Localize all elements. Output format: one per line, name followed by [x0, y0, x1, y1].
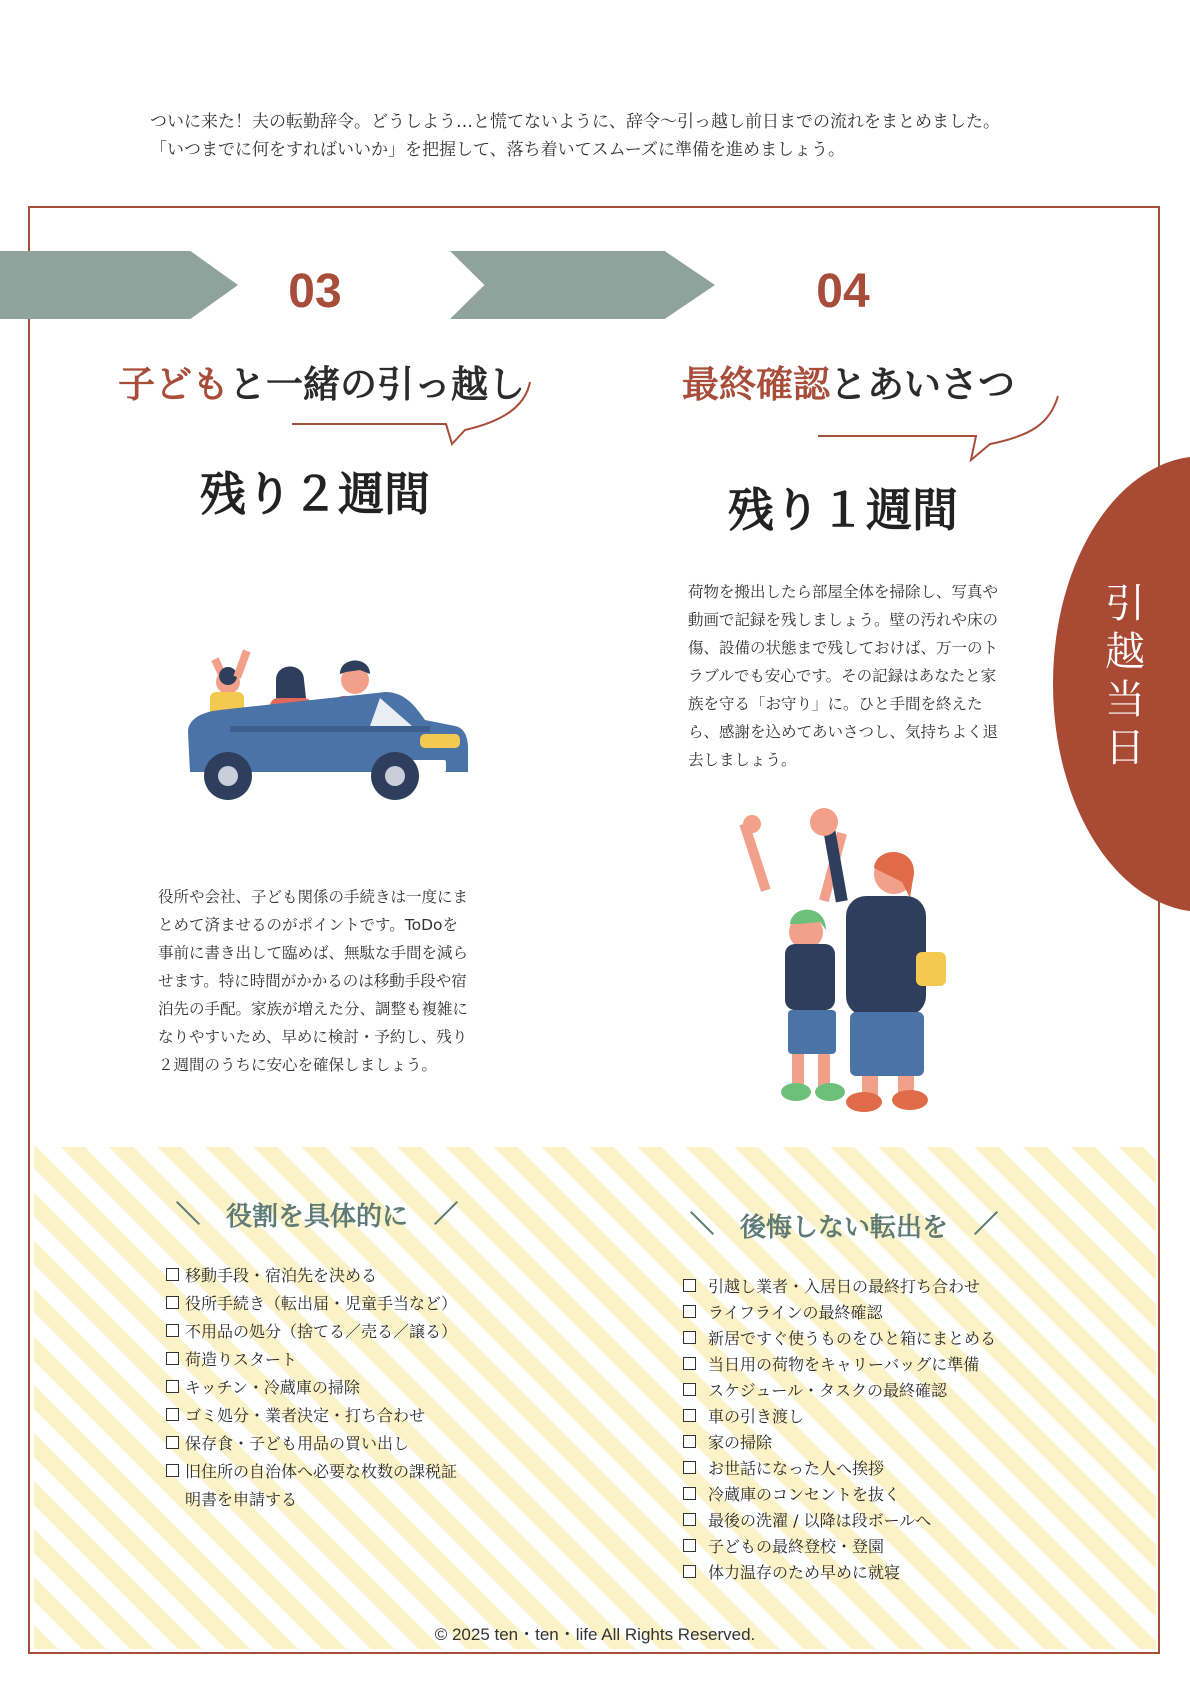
checklist-item[interactable]: [683, 1508, 1023, 1534]
checklist-item-label: 荷造りスタート: [185, 1350, 298, 1369]
checkbox-icon[interactable]: [166, 1380, 179, 1393]
checkbox-icon[interactable]: [683, 1487, 696, 1500]
heading-accent: 最終確認: [682, 363, 830, 406]
checkbox-icon[interactable]: [683, 1409, 696, 1422]
heading-accent: 子ども: [118, 363, 229, 406]
checklist-item[interactable]: [683, 1274, 1023, 1300]
checklist-item[interactable]: [166, 1458, 466, 1514]
checklist-item-label: 冷蔵庫のコンセントを抜く: [708, 1485, 901, 1504]
checkbox-icon[interactable]: [166, 1324, 179, 1337]
checklist-item-label: 車の引き渡し: [708, 1407, 805, 1426]
checkbox-icon[interactable]: [683, 1435, 696, 1448]
checkbox-icon[interactable]: [683, 1461, 696, 1474]
checklist-item-label: 新居ですぐ使うものをひと箱にまとめる: [708, 1329, 997, 1348]
checklist-item[interactable]: [683, 1300, 1023, 1326]
checkbox-icon[interactable]: [166, 1408, 179, 1421]
checkbox-icon[interactable]: [166, 1296, 179, 1309]
checklist-item[interactable]: [683, 1378, 1023, 1404]
checkbox-icon[interactable]: [683, 1331, 696, 1344]
checklist-item-label: 旧住所の自治体へ必要な枚数の課税証明書を申請する: [185, 1462, 458, 1509]
checklist-item[interactable]: [683, 1430, 1023, 1456]
checklist-item-label: お世話になった人へ挨拶: [708, 1459, 885, 1478]
checklist-item-label: 引越し業者・入居日の最終打ち合わせ: [708, 1277, 981, 1296]
family-car-illustration: [180, 640, 470, 820]
heading-rest: と一緒の引っ越し: [229, 363, 525, 406]
waving-family-illustration: [730, 812, 960, 1112]
checkbox-icon[interactable]: [683, 1513, 696, 1526]
checkbox-icon[interactable]: [166, 1436, 179, 1449]
intro-line-1: ついに来た！夫の転勤辞令。どうしよう…と慌てないように、辞令〜引っ越し前日までの流れをまとめました。: [150, 112, 1000, 132]
step-body-04: 荷物を搬出したら部屋全体を掃除し、写真や動画で記録を残しましょう。壁の汚れや床の傷、設備の状態まで残しておけば、万一のトラブルでも安心です。その記録はあなたと家族を守る「お守り」に。ひと手間を終えたら、感謝を込めてあいさつし、気持ちよく退去しましょう。: [688, 583, 999, 769]
checklist-item-label: キッチン・冷蔵庫の掃除: [185, 1378, 360, 1397]
checklist-03: [166, 1262, 466, 1514]
checkbox-icon[interactable]: [683, 1565, 696, 1578]
checkbox-icon[interactable]: [166, 1268, 179, 1281]
checklist-04: [683, 1274, 1023, 1586]
checklist-item[interactable]: [683, 1560, 1023, 1586]
checklist-item-label: 子どもの最終登校・登園: [708, 1537, 885, 1556]
checkbox-icon[interactable]: [683, 1279, 696, 1292]
checklist-item[interactable]: [683, 1482, 1023, 1508]
checklist-item[interactable]: [166, 1346, 466, 1374]
checklist-item[interactable]: [683, 1404, 1023, 1430]
checklist-item-label: 最後の洗濯 / 以降は段ボールへ: [708, 1511, 932, 1530]
checklist-item[interactable]: [683, 1352, 1023, 1378]
checklist-item-label: 当日用の荷物をキャリーバッグに準備: [708, 1355, 980, 1374]
checklist-item[interactable]: [683, 1534, 1023, 1560]
checkbox-icon[interactable]: [166, 1352, 179, 1365]
checklist-item-label: 保存食・子ども用品の買い出し: [185, 1434, 410, 1453]
checklist-item[interactable]: [166, 1374, 466, 1402]
checklist-item[interactable]: [166, 1402, 466, 1430]
checkbox-icon[interactable]: [683, 1305, 696, 1318]
step-number-03: 03: [288, 265, 342, 318]
checklist-item-label: ゴミ処分・業者決定・打ち合わせ: [185, 1406, 426, 1425]
checklist-item[interactable]: [683, 1456, 1023, 1482]
checkbox-icon[interactable]: [166, 1464, 179, 1477]
checklist-item[interactable]: [166, 1262, 466, 1290]
heading-rest: とあいさつ: [830, 363, 1015, 406]
checkbox-icon[interactable]: [683, 1383, 696, 1396]
checklist-item[interactable]: [683, 1326, 1023, 1352]
checklist-item-label: 家の掃除: [708, 1433, 773, 1452]
checklist-item-label: 役所手続き（転出届・児童手当など）: [185, 1294, 458, 1313]
checklist-item-label: 不用品の処分（捨てる／売る／譲る）: [185, 1322, 458, 1341]
checkbox-icon[interactable]: [683, 1357, 696, 1370]
checklist-item-label: スケジュール・タスクの最終確認: [708, 1381, 948, 1400]
checklist-item-label: 体力温存のため早めに就寝: [708, 1563, 901, 1582]
intro-line-2: 「いつまでに何をすればいいか」を把握して、落ち着いてスムーズに準備を進めましょう。: [150, 140, 845, 160]
step-number-04: 04: [816, 265, 870, 318]
checklist-item[interactable]: [166, 1430, 466, 1458]
step-body-03: 役所や会社、子ども関係の手続きは一度にまとめて済ませるのがポイントです。ToDoを事前に書き出して臨めば、無駄な手間を減らせます。特に時間がかかるのは移動手段や宿泊先の手配。家族が増えた分、調整も複雑になりやすいため、早めに検討・予約し、残り２週間のうちに安心を確保しましょう。: [158, 888, 469, 1074]
checkbox-icon[interactable]: [683, 1539, 696, 1552]
countdown-03: 残り２週間: [200, 467, 430, 521]
checklist-title-03: 役割を具体的に: [226, 1202, 409, 1232]
countdown-04: 残り１週間: [728, 483, 958, 537]
copyright-footer: © 2025 ten・ten・life All Rights Reserved.: [434, 1625, 756, 1644]
checklist-title-04: 後悔しない転出を: [740, 1213, 949, 1243]
checklist-item[interactable]: [166, 1290, 466, 1318]
checklist-item[interactable]: [166, 1318, 466, 1346]
checklist-item-label: 移動手段・宿泊先を決める: [185, 1266, 378, 1285]
checklist-item-label: ライフラインの最終確認: [708, 1303, 883, 1322]
moving-day-label: 引越当日: [1105, 581, 1145, 771]
